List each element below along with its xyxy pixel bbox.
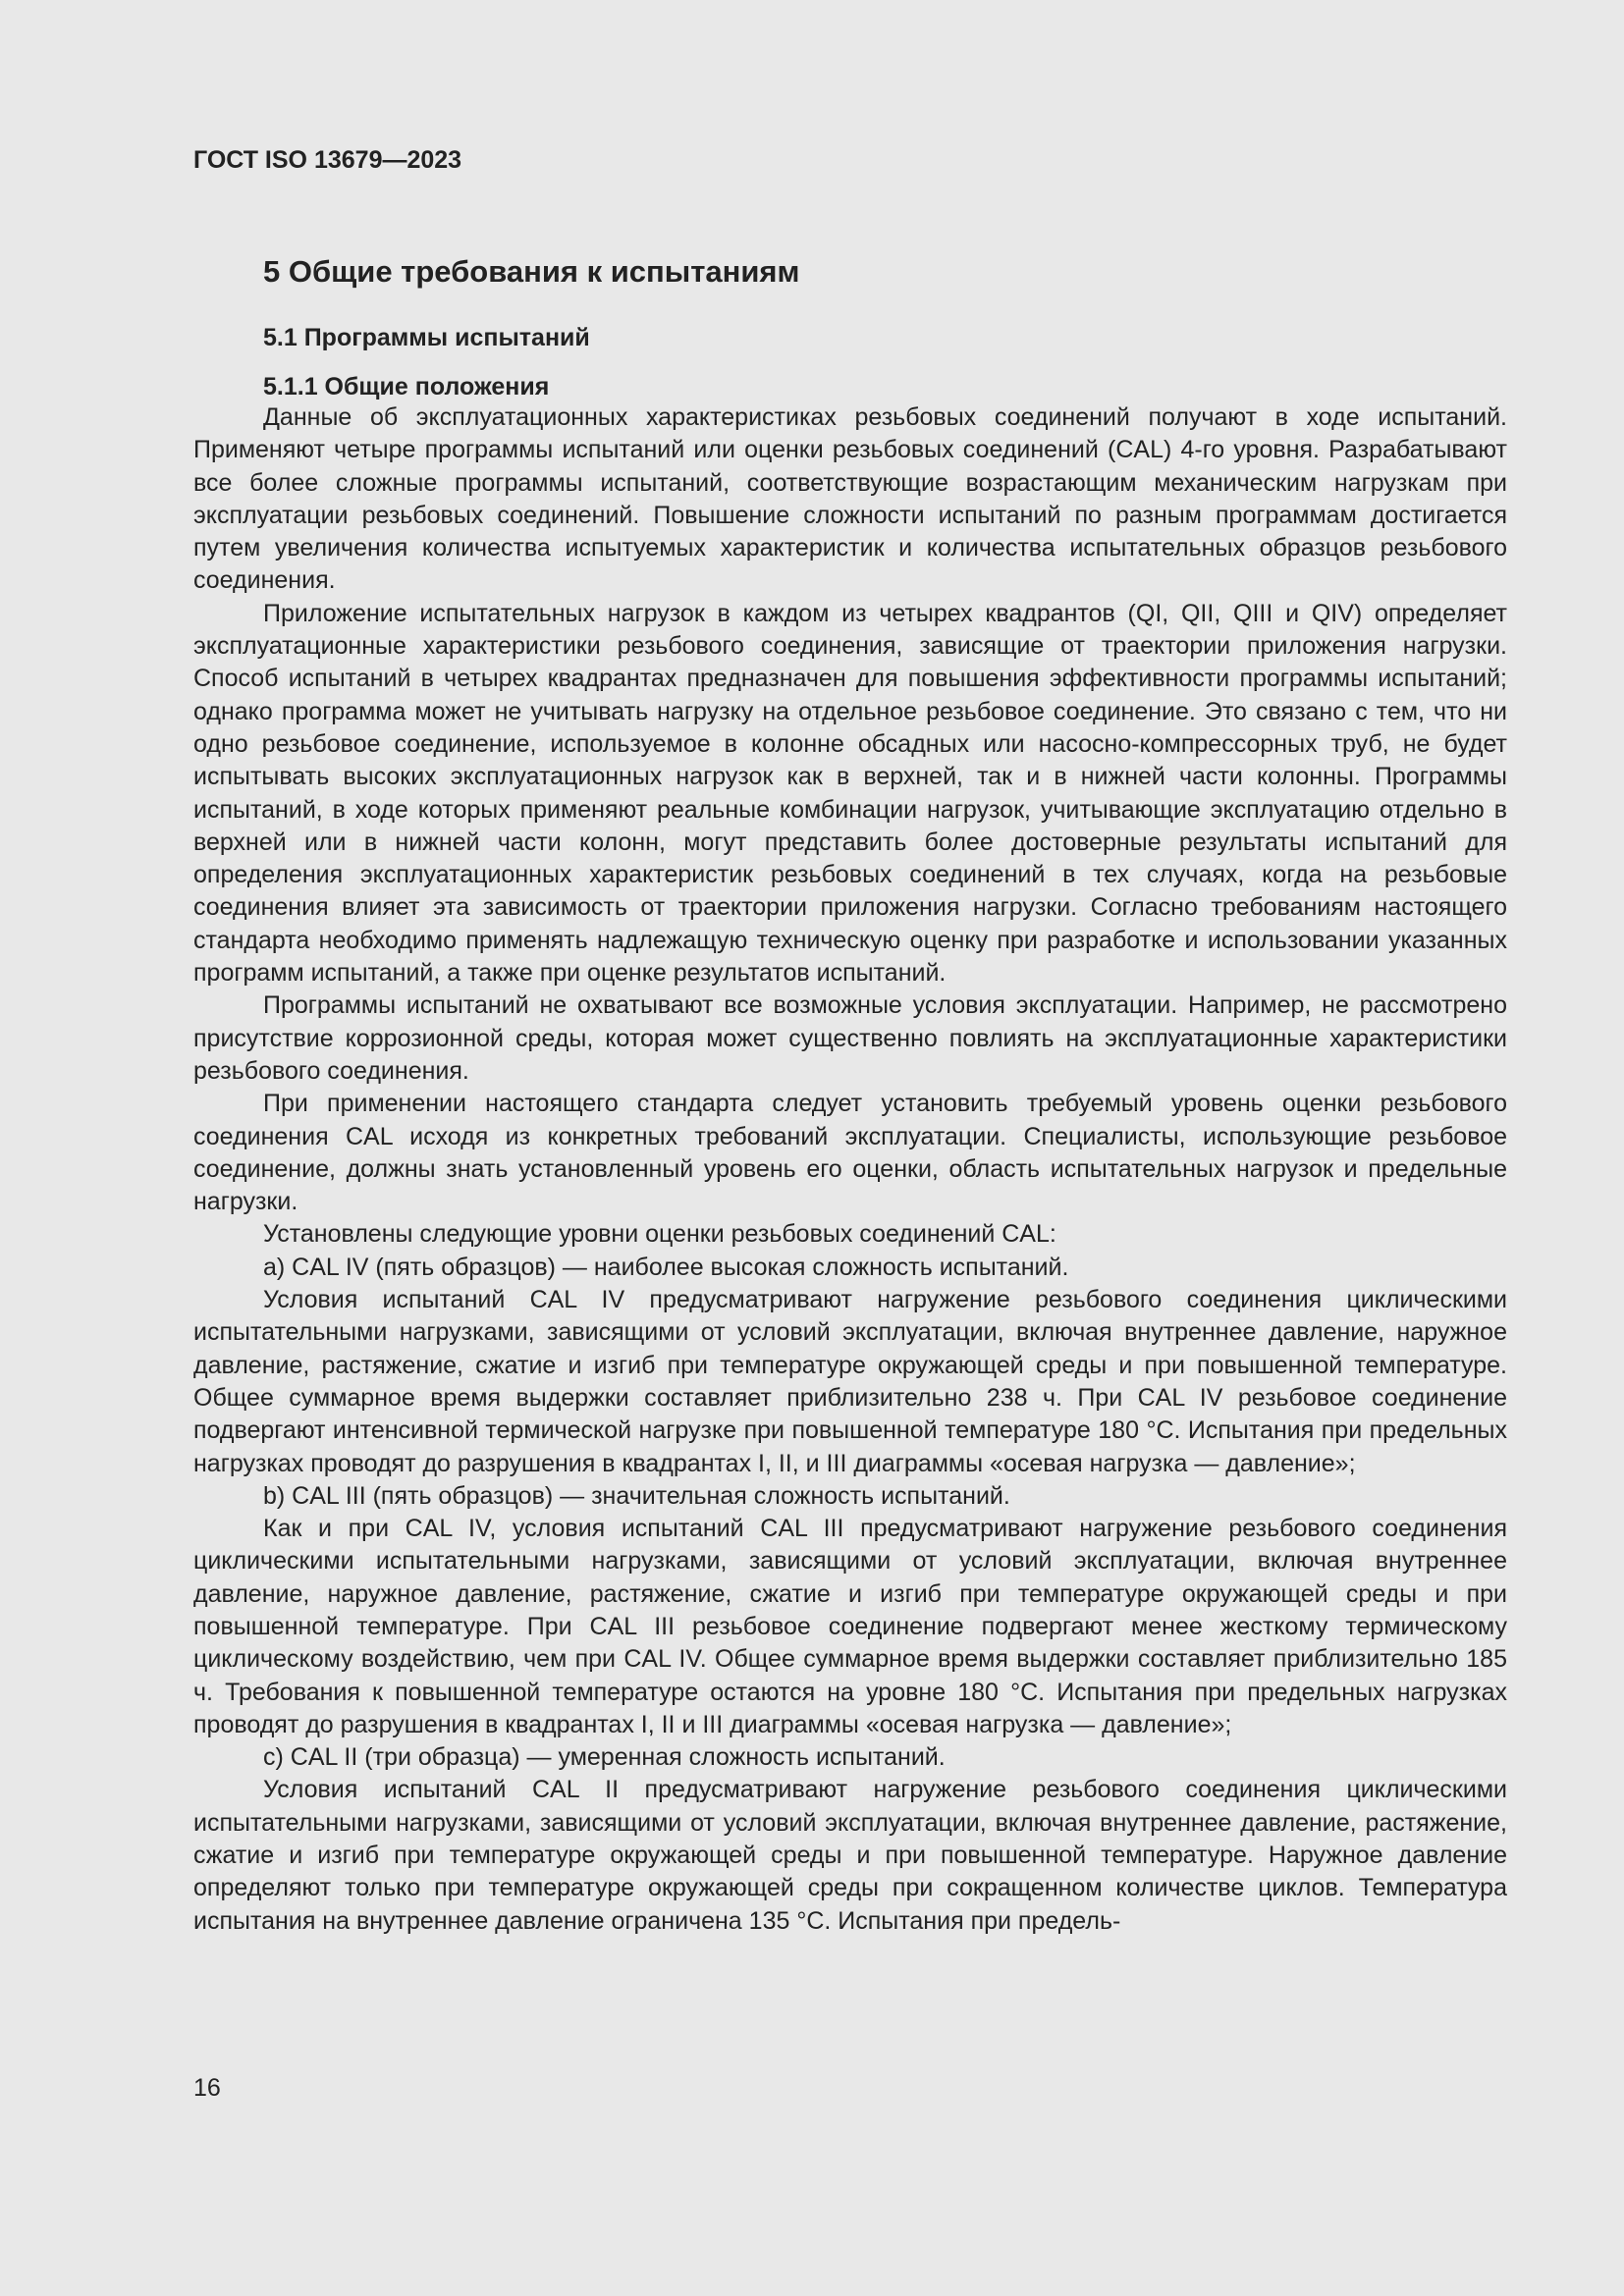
paragraph: При применении настоящего стандарта следует установить требуемый уровень оценки резьбового соединения CAL исходя из конкретных требований эксплуатации. Специалисты, использующие резьбовое соединение, должны знать установленный уровень его оценки, область испытательных нагрузок и предельные нагрузки. <box>193 1090 1507 1216</box>
list-item-cal-iii: b) CAL III (пять образцов) — значительная сложность испытаний. <box>263 1481 1010 1510</box>
document-header-code: ГОСТ ISO 13679—2023 <box>193 146 462 174</box>
subsection-title: 5.1 Программы испытаний <box>263 324 590 351</box>
paragraph: Условия испытаний CAL II предусматривают нагружение резьбового соединения циклическими испытательными нагрузками, зависящими от условий эксплуатации, включая внутреннее давление, растяжение, сжатие и изгиб при температуре окружающей среды и при повышенной температуре. Наружное давление определяют только при температуре окружающей среды при сокращенном количестве циклов. Температура испытания на внутреннее давление ограничена 135 °С. Испытания при предель- <box>193 1776 1507 1935</box>
paragraph: Приложение испытательных нагрузок в каждом из четырех квадрантов (QI, QII, QIII и QIV) определяет эксплуатационные характеристики резьбового соединения, зависящие от траектории приложения нагрузки. Способ испытаний в четырех квадрантах предназначен для повышения эффективности программы испытаний; однако программа может не учитывать нагрузку на отдельное резьбовое соединение. Это связано с тем, что ни одно резьбовое соединение, используемое в колонне обсадных или насосно-компрессорных труб, не будет испытывать высоких эксплуатационных нагрузок как в верхней, так и в нижней части колонны. Программы испытаний, в ходе которых применяют реальные комбинации нагрузок, учитывающие эксплуатацию отдельно в верхней или в нижней части колонн, могут представить более достоверные результаты испытаний для определения эксплуатационных характеристик резьбовых соединений в тех случаях, когда на резьбовые соединения влияет эта зависимость от траектории приложения нагрузки. Согласно требованиям настоящего стандарта необходимо применять надлежащую техническую оценку при разработке и использовании указанных программ испытаний, а также при оценке результатов испытаний. <box>193 599 1507 988</box>
page-number: 16 <box>193 2074 221 2102</box>
document-page <box>193 145 1507 1938</box>
subsubsection-title: 5.1.1 Общие положения <box>263 373 550 400</box>
paragraph: Как и при CAL IV, условия испытаний CAL III предусматривают нагружение резьбового соединения циклическими испытательными нагрузками, зависящими от условий эксплуатации, включая внутреннее давление, наружное давление, растяжение, сжатие и изгиб при температуре окружающей среды и при повышенной температуре. При CAL III резьбовое соединение подвергают менее жесткому термическому циклическому воздействию, чем при CAL IV. Общее суммарное время выдержки составляет приблизительно 185 ч. Требования к повышенной температуре остаются на уровне 180 °С. Испытания при предельных нагрузках проводят до разрушения в квадрантах I, II и III диаграммы «осевая нагрузка — давление»; <box>193 1515 1507 1738</box>
paragraph: Установлены следующие уровни оценки резьбовых соединений CAL: <box>263 1220 1056 1249</box>
section-title: 5 Общие требования к испытаниям <box>263 254 800 289</box>
paragraph: Данные об эксплуатационных характеристиках резьбовых соединений получают в ходе испытаний. Применяют четыре программы испытаний или оценки резьбовых соединений (CAL) 4-го уровня. Разрабатывают все более сложные программы испытаний, соответствующие возрастающим механическим нагрузкам при эксплуатации резьбовых соединений. Повышение сложности испытаний по разным программам достигается путем увеличения количества испытуемых характеристик и количества испытательных образцов резьбового соединения. <box>193 403 1507 595</box>
body-text <box>193 401 1507 1938</box>
list-item-cal-ii: c) CAL II (три образца) — умеренная сложность испытаний. <box>263 1743 946 1772</box>
list-item-cal-iv: a) CAL IV (пять образцов) — наиболее высокая сложность испытаний. <box>263 1253 1069 1281</box>
paragraph: Программы испытаний не охватывают все возможные условия эксплуатации. Например, не рассмотрено присутствие коррозионной среды, которая может существенно повлиять на эксплуатационные характеристики резьбового соединения. <box>193 991 1507 1085</box>
paragraph: Условия испытаний CAL IV предусматривают нагружение резьбового соединения циклическими испытательными нагрузками, зависящими от условий эксплуатации, включая внутреннее давление, наружное давление, растяжение, сжатие и изгиб при температуре окружающей среды и при повышенной температуре. Общее суммарное время выдержки составляет приблизительно 238 ч. При CAL IV резьбовое соединение подвергают интенсивной термической нагрузке при повышенной температуре 180 °С. Испытания при предельных нагрузках проводят до разрушения в квадрантах I, II, и III диаграммы «осевая нагрузка — давление»; <box>193 1286 1507 1477</box>
